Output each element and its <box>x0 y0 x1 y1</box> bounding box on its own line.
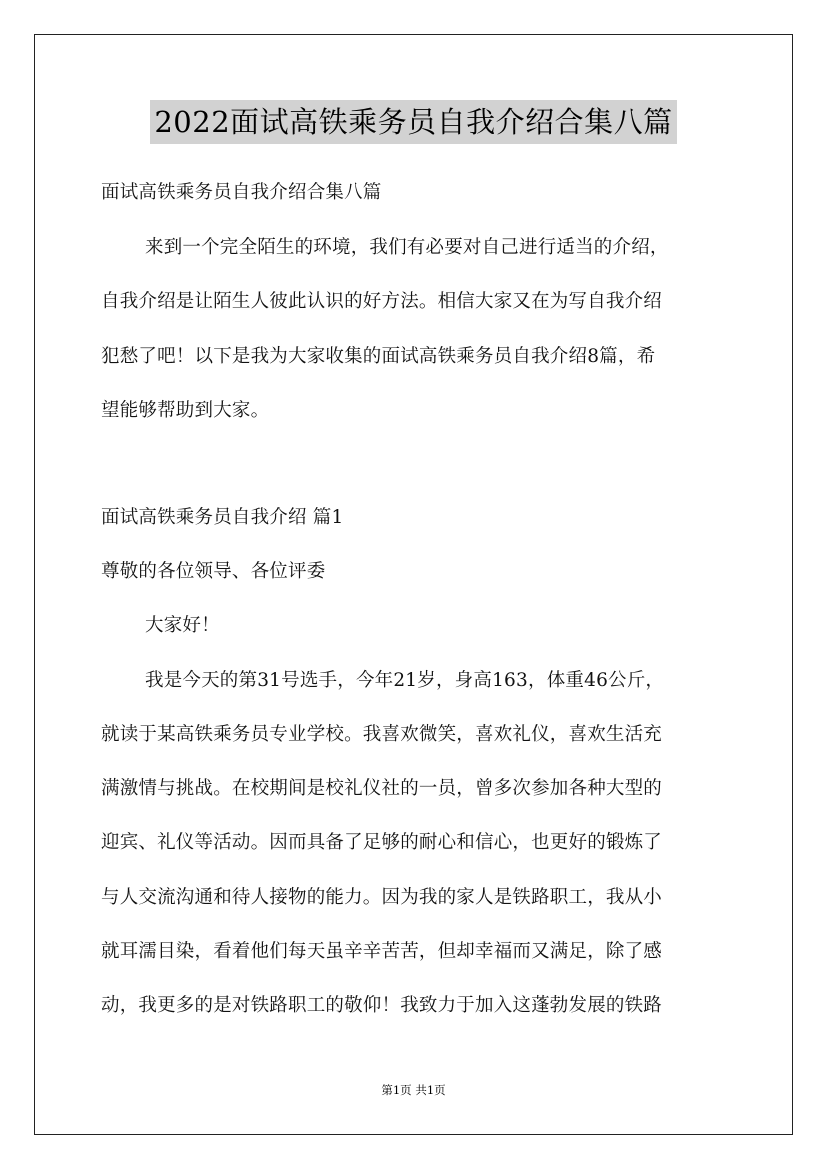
salutation: 尊敬的各位领导、各位评委 <box>101 561 326 582</box>
body-line-1: 我是今天的第31号选手，今年21岁，身高163，体重46公斤， <box>145 670 665 691</box>
intro-line-3: 犯愁了吧！以下是我为大家收集的面试高铁乘务员自我介绍8篇，希 <box>101 346 656 367</box>
body-line-5: 与人交流沟通和待人接物的能力。因为我的家人是铁路职工，我从小 <box>101 887 663 908</box>
document-subtitle: 面试高铁乘务员自我介绍合集八篇 <box>101 182 382 203</box>
greeting: 大家好！ <box>145 615 220 636</box>
section-heading: 面试高铁乘务员自我介绍 篇1 <box>101 507 344 528</box>
body-line-2: 就读于某高铁乘务员专业学校。我喜欢微笑，喜欢礼仪，喜欢生活充 <box>101 724 663 745</box>
intro-line-1: 来到一个完全陌生的环境，我们有必要对自己进行适当的介绍， <box>145 237 669 258</box>
document-title <box>0 100 827 144</box>
intro-line-4: 望能够帮助到大家。 <box>101 400 270 421</box>
body-line-6: 就耳濡目染，看着他们每天虽辛辛苦苦，但却幸福而又满足，除了感 <box>101 941 663 962</box>
body-line-7: 动，我更多的是对铁路职工的敬仰！我致力于加入这蓬勃发展的铁路 <box>101 995 663 1016</box>
intro-line-2: 自我介绍是让陌生人彼此认识的好方法。相信大家又在为写自我介绍 <box>101 291 663 312</box>
document-title-text: 2022面试高铁乘务员自我介绍合集八篇 <box>150 100 676 144</box>
body-line-4: 迎宾、礼仪等活动。因而具备了足够的耐心和信心，也更好的锻炼了 <box>101 832 663 853</box>
body-line-3: 满激情与挑战。在校期间是校礼仪社的一员，曾多次参加各种大型的 <box>101 778 663 799</box>
page-number: 第1页 共1页 <box>381 1083 446 1097</box>
page-footer <box>0 1082 827 1098</box>
